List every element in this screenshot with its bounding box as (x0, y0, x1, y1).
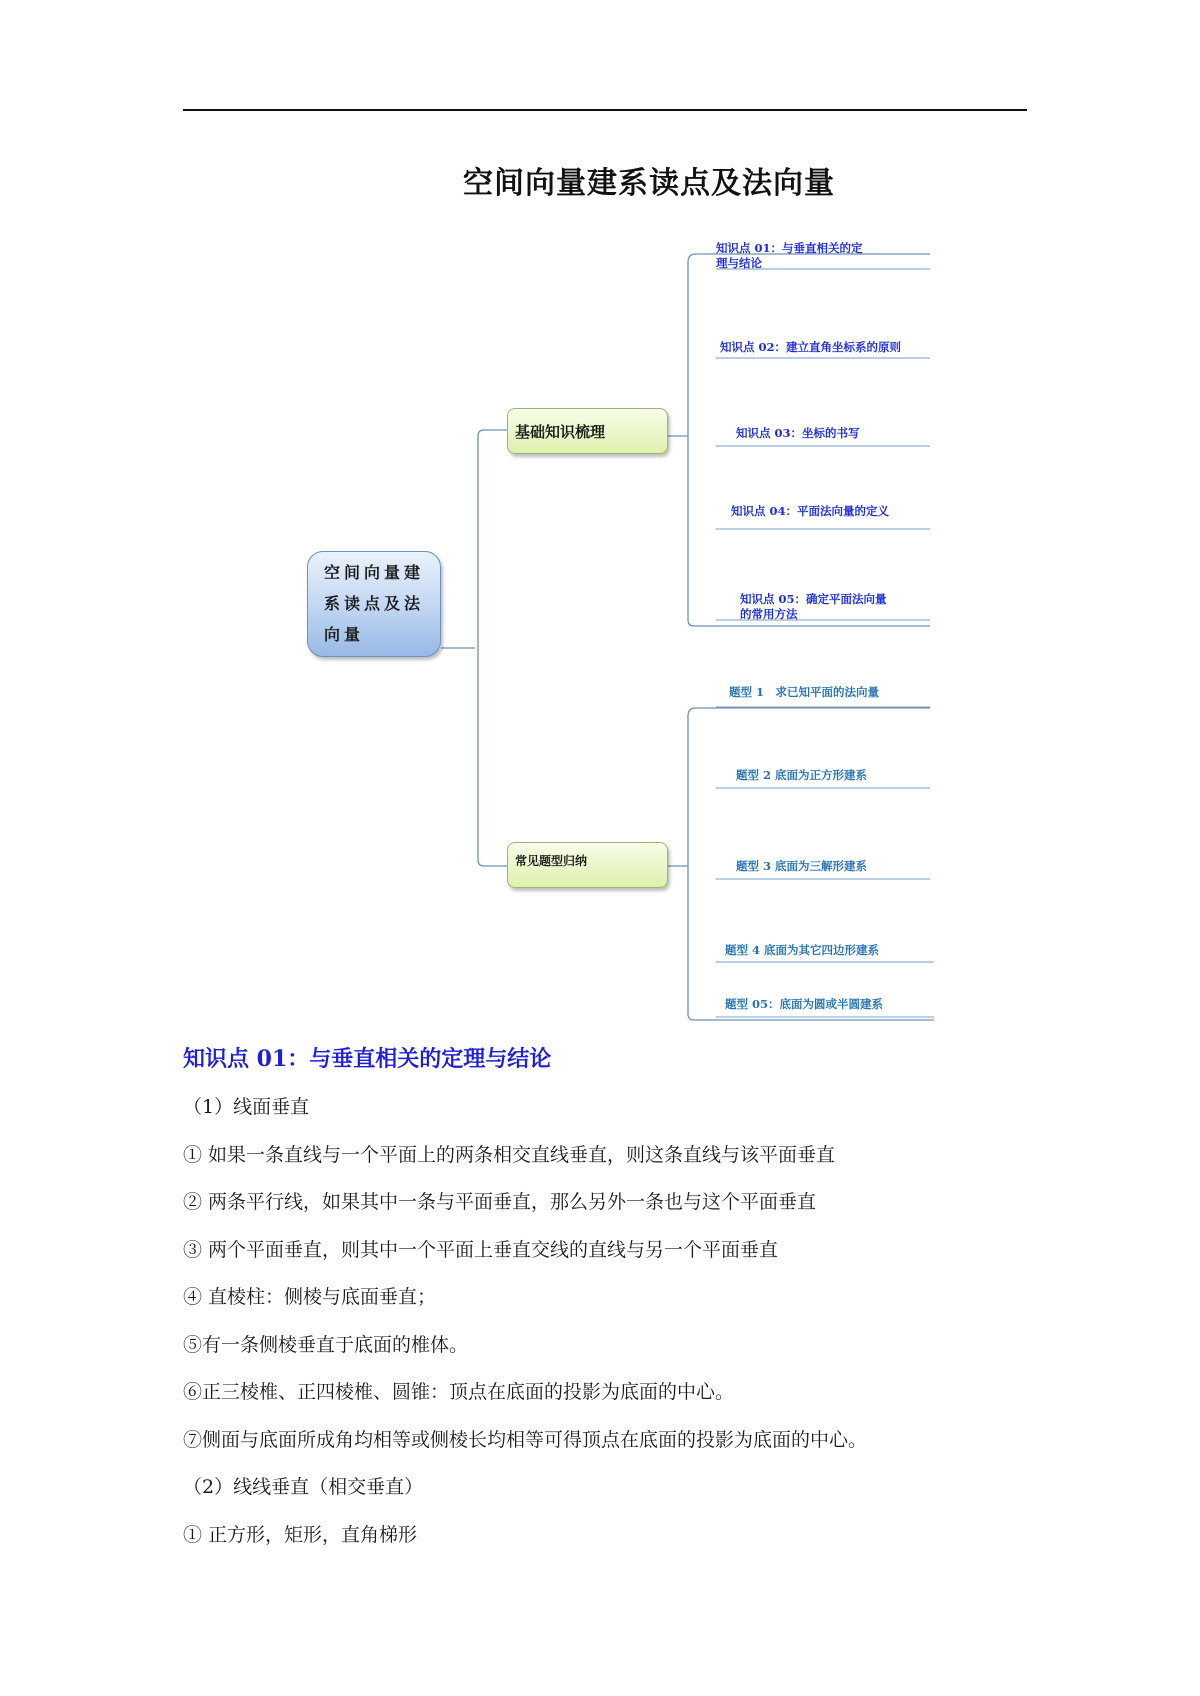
leaf-knowledge-05: 知识点 05：确定平面法向量 的常用方法 (740, 592, 887, 621)
paragraph: ① 如果一条直线与一个平面上的两条相交直线垂直，则这条直线与该平面垂直 (183, 1144, 836, 1166)
leaf-knowledge-03: 知识点 03：坐标的书写 (736, 426, 860, 440)
branch-label: 常见题型归纳 (515, 854, 588, 868)
connector-branch-2 (668, 708, 930, 866)
root-line: 系读点及法 (324, 594, 425, 613)
leaf-type-3: 题型 3 底面为三解形建系 (736, 859, 868, 873)
header-rule (183, 109, 1027, 111)
leaf-knowledge-02: 知识点 02：建立直角坐标系的原则 (720, 340, 902, 354)
leaf-type-1: 题型 1 求已知平面的法向量 (729, 685, 880, 699)
leaf-type-05: 题型 05：底面为圆或半圆建系 (725, 997, 884, 1011)
paragraph: ④ 直棱柱：侧棱与底面垂直； (183, 1286, 437, 1308)
section-heading: 知识点 01：与垂直相关的定理与结论 (183, 1046, 552, 1072)
paragraph: ⑦侧面与底面所成角均相等或侧棱长均相等可得顶点在底面的投影为底面的中心。 (183, 1429, 868, 1451)
root-line: 空间向量建 (324, 563, 425, 582)
paragraph: ③ 两个平面垂直，则其中一个平面上垂直交线的直线与另一个平面垂直 (183, 1239, 779, 1261)
branch-basic-knowledge (507, 408, 668, 454)
paragraph: ② 两条平行线，如果其中一条与平面垂直，那么另外一条也与这个平面垂直 (183, 1191, 817, 1213)
branch-label: 基础知识梳理 (515, 422, 606, 441)
page-title: 空间向量建系读点及法向量 (463, 166, 835, 201)
branch-question-types (507, 842, 668, 888)
paragraph: ① 正方形，矩形，直角梯形 (183, 1524, 418, 1546)
connector-root-trunk (441, 430, 507, 866)
paragraph: （1）线面垂直 (183, 1096, 310, 1118)
leaf-knowledge-01: 知识点 01：与垂直相关的定 理与结论 (716, 241, 863, 270)
root-line: 向量 (324, 625, 365, 644)
paragraph: ⑤有一条侧棱垂直于底面的椎体。 (183, 1334, 469, 1356)
leaf-type-4: 题型 4 底面为其它四边形建系 (725, 943, 880, 957)
leaf-type-2: 题型 2 底面为正方形建系 (736, 768, 868, 782)
mindmap-root (307, 551, 441, 657)
paragraph: （2）线线垂直（相交垂直） (183, 1476, 424, 1498)
paragraph: ⑥正三棱椎、正四棱椎、圆锥：顶点在底面的投影为底面的中心。 (183, 1381, 735, 1403)
leaf-knowledge-04: 知识点 04：平面法向量的定义 (731, 504, 890, 518)
